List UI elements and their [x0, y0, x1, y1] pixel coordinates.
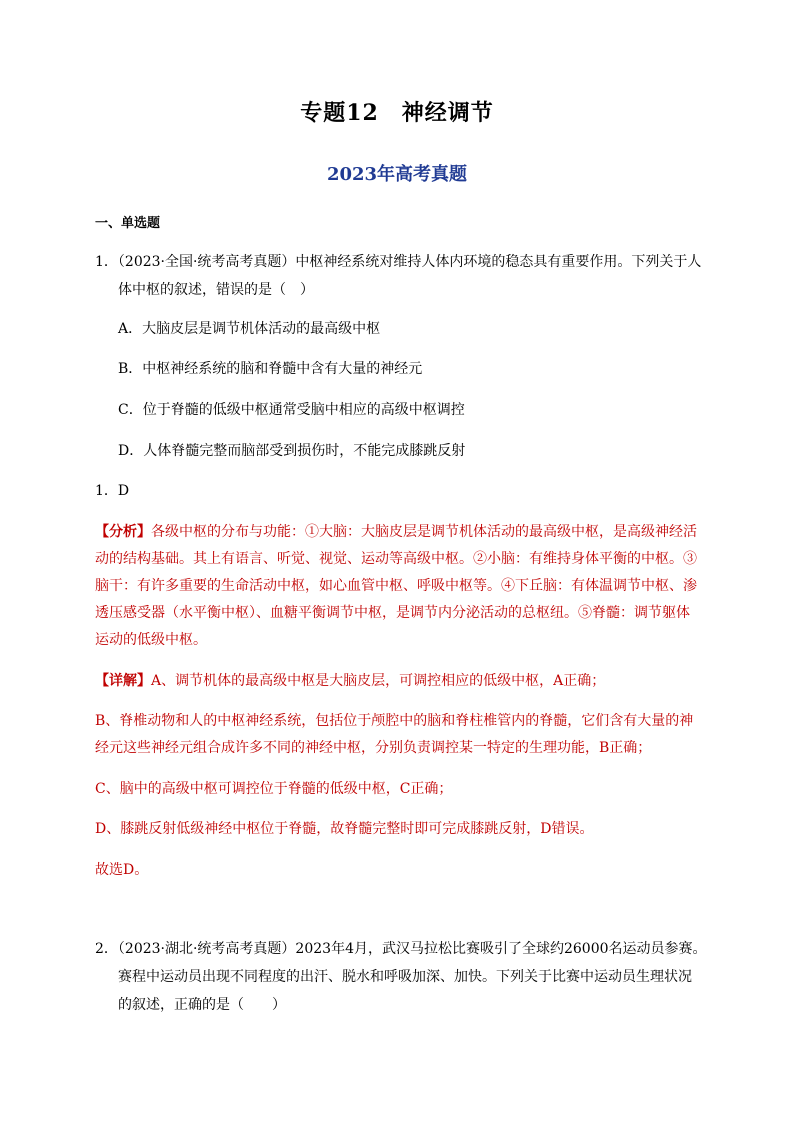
- q1-stem-line-2: 体中枢的叙述，错误的是（ ）: [118, 282, 314, 298]
- q1-detail-line-2: B、脊椎动物和人的中枢神经系统，包括位于颅腔中的脑和脊柱椎管内的脊髓，它们含有大量的神: [95, 713, 694, 729]
- analysis-text-1: 各级中枢的分布与功能：①大脑：大脑皮层是调节机体活动的最高级中枢，是高级神经活: [151, 524, 697, 540]
- q1-analysis-line-5: 运动的低级中枢。: [95, 632, 207, 648]
- q1-option-b: B．中枢神经系统的脑和脊髓中含有大量的神经元: [118, 361, 423, 377]
- q1-option-a: A．大脑皮层是调节机体活动的最高级中枢: [118, 321, 381, 337]
- analysis-tag: 【分析】: [95, 524, 151, 540]
- q2-stem-line-1: 2．（2023·湖北·统考高考真题）2023年4月，武汉马拉松比赛吸引了全球约26000名运动员参赛。: [95, 941, 707, 957]
- q1-answer: 1．D: [95, 483, 130, 499]
- q2-stem-line-3: 的叙述，正确的是（ ）: [118, 997, 286, 1013]
- page-subtitle: 2023年高考真题: [326, 164, 468, 185]
- detail-tag: 【详解】: [95, 673, 151, 689]
- q1-analysis-line-4: 透压感受器（水平衡中枢）、血糖平衡调节中枢，是调节内分泌活动的总枢纽。⑤脊髓：调节躯体: [95, 605, 690, 621]
- q1-detail-line-1: [95, 671, 605, 691]
- q1-analysis-line-2: 动的结构基础。其上有语言、听觉、视觉、运动等高级中枢。②小脑：有维持身体平衡的中枢。③: [95, 551, 697, 567]
- section-heading: 一、单选题: [95, 216, 161, 231]
- page-title: 专题12 神经调节: [300, 100, 494, 126]
- q1-detail-line-3: 经元这些神经元组合成许多不同的神经中枢，分别负责调控某一特定的生理功能，B正确；: [95, 740, 652, 756]
- q1-analysis-line-3: 脑干：有许多重要的生命活动中枢，如心血管中枢、呼吸中枢等。④下丘脑：有体温调节中枢、渗: [95, 578, 697, 594]
- q1-detail-line-4: C、脑中的高级中枢可调控位于脊髓的低级中枢，C正确；: [95, 781, 453, 797]
- q1-analysis-line-1: [95, 522, 697, 542]
- q2-stem-line-2: 赛程中运动员出现不同程度的出汗、脱水和呼吸加深、加快。下列关于比赛中运动员生理状况: [118, 969, 692, 985]
- q1-option-d: D．人体脊髓完整而脑部受到损伤时，不能完成膝跳反射: [118, 443, 466, 459]
- q1-option-c: C．位于脊髓的低级中枢通常受脑中相应的高级中枢调控: [118, 402, 465, 418]
- q1-stem-line-1: 1．（2023·全国·统考高考真题）中枢神经系统对维持人体内环境的稳态具有重要作用。下列关于人: [95, 254, 702, 270]
- q1-detail-line-5: D、膝跳反射低级神经中枢位于脊髓，故脊髓完整时即可完成膝跳反射，D错误。: [95, 821, 594, 837]
- q1-conclusion: 故选D。: [95, 862, 149, 878]
- detail-text-1: A、调节机体的最高级中枢是大脑皮层，可调控相应的低级中枢，A正确；: [151, 673, 606, 689]
